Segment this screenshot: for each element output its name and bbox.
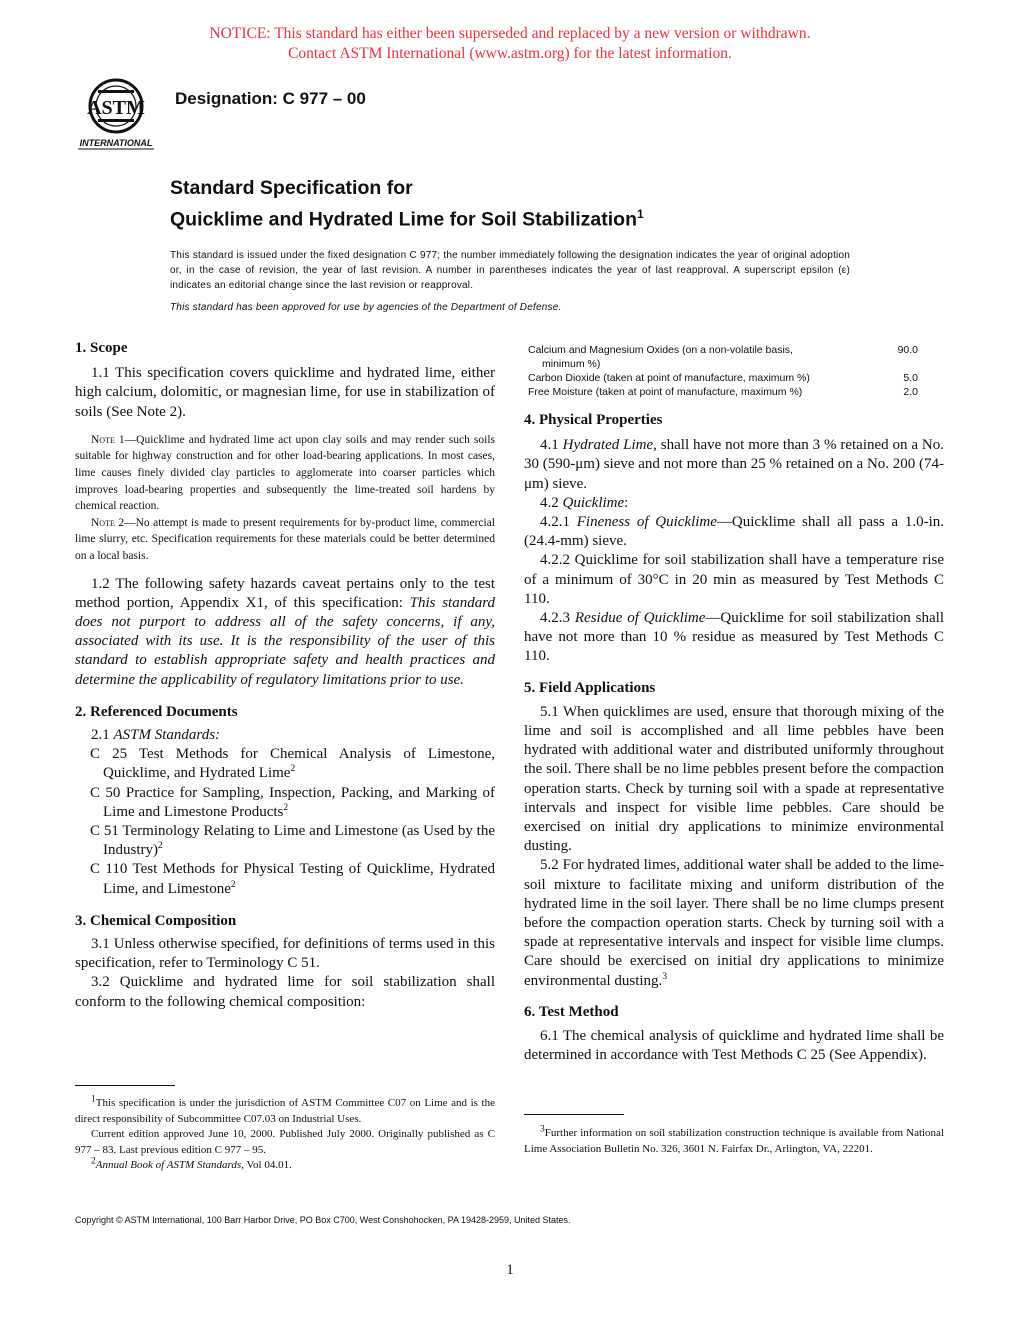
section-heading-test-method: 6. Test Method: [524, 1003, 619, 1020]
para-4-2-1: 4.2.1 Fineness of Quicklime—Quicklime shall all pass a 1.0-in. (24.4-mm) sieve.: [524, 514, 945, 550]
composition-row: Calcium and Magnesium Oxides (on a non-volatile basis, minimum %) 90.0: [528, 344, 918, 370]
title-line-1: Standard Specification for: [170, 177, 413, 199]
footnote-3: $^3$Further information on soil stabilization construction technique is available from National Lime Association Bulletin No. 326, 3601 N. Fairfax Dr., Arlington, VA, 22201.: [524, 1124, 944, 1155]
para-1-1: 1.1 This specification covers quicklime and hydrated lime, either high calcium, dolomitic, or magnesian lime, for use in stabilization of soils (See Note 2).: [75, 365, 495, 420]
footnote-rule-left: [75, 1085, 175, 1086]
para-4-2: 4.2 Quicklime:: [540, 494, 629, 511]
copyright: Copyright © ASTM International, 100 Barr Harbor Drive, PO Box C700, West Conshohocken, PA 19428-2959, United States.: [75, 1215, 571, 1225]
ref-c25: C 25 Test Methods for Chemical Analysis of Limestone, Quicklime, and Hydrated Lime$^2$: [90, 746, 495, 782]
ref-c110: C 110 Test Methods for Physical Testing of Quicklime, Hydrated Lime, and Limestone$^2$: [90, 861, 495, 897]
para-4-1: 4.1 Hydrated Lime, shall have not more than 3 % retained on a No. 30 (590-μm) sieve and not more than 25 % retained on a No. 200 (74-μm) sieve.: [524, 437, 945, 492]
para-5-1: 5.1 When quicklimes are used, ensure that thorough mixing of the lime and soil is accomplished and all lime pebbles have been hydrated with additional water and distributed uniformly throughout the soil. There shall be no lime pebbles present before the compaction operation starts. Check by turning soil with a spade at representative intervals and inspect for visible lime pebbles. Care should be exercised on initial dry applications to minimize environmental dusting.: [524, 703, 944, 855]
footnotes-left: [75, 1096, 495, 1174]
section-heading-chemical-composition: 3. Chemical Composition: [75, 912, 237, 929]
para-4-2-2: 4.2.2 Quicklime for soil stabilization shall have a temperature rise of a minimum of 30°C in 20 min as measured by Test Methods C 110.: [524, 552, 944, 607]
footnotes-right: [524, 1126, 944, 1157]
title-footnote-ref: 1: [637, 207, 644, 221]
left-column: [75, 339, 495, 1012]
footnote-rule-right: [524, 1114, 624, 1115]
para-6-1: 6.1 The chemical analysis of quicklime and hydrated lime shall be determined in accordance with Test Methods C 25 (See Appendix).: [524, 1028, 944, 1064]
note-1: Note 1—Quicklime and hydrated lime act upon clay soils and may render such soils suitable for highway construction and for other load-bearing applications. In most cases, lime causes finely divided clay particles to agglomerate into coarser particles which improves load-bearing properties and subsequently the lime-treated soil hardens by chemical reaction.: [75, 433, 495, 513]
para-4-2-3: 4.2.3 Residue of Quicklime—Quicklime for soil stabilization shall have not more than 10 % residue as measured by Test Methods C 110.: [524, 610, 944, 665]
preamble: This standard is issued under the fixed designation C 977; the number immediately following the designation indicates the year of original adoption or, in the case of revision, the year of last revision. A number in parentheses indicates the year of last reapproval. A superscript epsilon (ε) indicates an editorial change since the last revision or reapproval.: [170, 250, 850, 291]
composition-row: Free Moisture (taken at point of manufacture, maximum %) 2.0: [528, 386, 918, 398]
footnote-1-edition: Current edition approved June 10, 2000. Published July 2000. Originally published as C 977 – 83. Last previous edition C 977 – 95.: [75, 1128, 495, 1156]
astm-international-logo-icon: [68, 76, 164, 152]
title-line-2: Quicklime and Hydrated Lime for Soil Stabilization$^1$: [170, 207, 644, 231]
logo-subtext: INTERNATIONAL: [79, 138, 153, 148]
designation: Designation: C 977 – 00: [175, 89, 366, 108]
para-3-1: 3.1 Unless otherwise specified, for definitions of terms used in this specification, refer to Terminology C 51.: [75, 936, 495, 972]
para-3-2: 3.2 Quicklime and hydrated lime for soil stabilization shall conform to the following chemical composition:: [75, 974, 495, 1010]
right-column: [524, 411, 944, 1066]
chemical-composition-table: [528, 343, 918, 399]
ref-c51: C 51 Terminology Relating to Lime and Limestone (as Used by the Industry)$^2$: [90, 823, 495, 859]
section-heading-physical-properties: 4. Physical Properties: [524, 412, 663, 428]
logo-text: ASTM: [87, 97, 145, 119]
page-number: 1: [506, 1262, 514, 1278]
withdrawn-notice: [0, 24, 1020, 64]
approval-statement: This standard has been approved for use by agencies of the Department of Defense.: [170, 302, 562, 313]
para-2-1: 2.1 ASTM Standards:: [91, 726, 221, 743]
footnote-1: $^1$This specification is under the jurisdiction of ASTM Committee C07 on Lime and is the direct responsibility of Subcommittee C07.03 on Industrial Uses.: [75, 1094, 495, 1125]
section-heading-scope: 1. Scope: [75, 340, 128, 356]
para-1-2: 1.2 The following safety hazards caveat pertains only to the test method portion, Appendix X1, of this specification: This standard does not purport to address all of the safety concerns, if any, associated with its use. It is the responsibility of the user of this standard to establish appropriate safety and health practices and determine the applicability of regulatory limitations prior to use.: [75, 575, 495, 688]
notice-line-2: Contact ASTM International (www.astm.org) for the latest information.: [288, 45, 732, 62]
notice-line-1: NOTICE: This standard has either been superseded and replaced by a new version or withdrawn.: [209, 25, 811, 42]
section-heading-referenced-documents: 2. Referenced Documents: [75, 703, 238, 720]
note-2: Note 2—No attempt is made to present requirements for by-product lime, commercial lime slurry, etc. Specification requirements for these materials could be better determined on a local basis.: [75, 516, 495, 562]
para-5-2: 5.2 For hydrated limes, additional water shall be added to the lime-soil mixture to facilitate mixing and uniform distribution of the hydrated lime in the soil layer. There shall be no lime clumps present before the compaction operation starts. Check by turning soil with a spade at representative intervals and inspect for visible lime clumps. Care should be exercised on initial dry applications to minimize environmental dusting.$^3$: [524, 857, 944, 989]
composition-row: Carbon Dioxide (taken at point of manufacture, maximum %) 5.0: [528, 372, 918, 384]
document-title: [170, 175, 644, 233]
section-heading-field-applications: 5. Field Applications: [524, 679, 656, 696]
ref-c50: C 50 Practice for Sampling, Inspection, Packing, and Marking of Lime and Limestone Products$^2$: [90, 784, 495, 820]
footnote-2: $^2$Annual Book of ASTM Standards, Vol 04.01.: [91, 1156, 292, 1171]
